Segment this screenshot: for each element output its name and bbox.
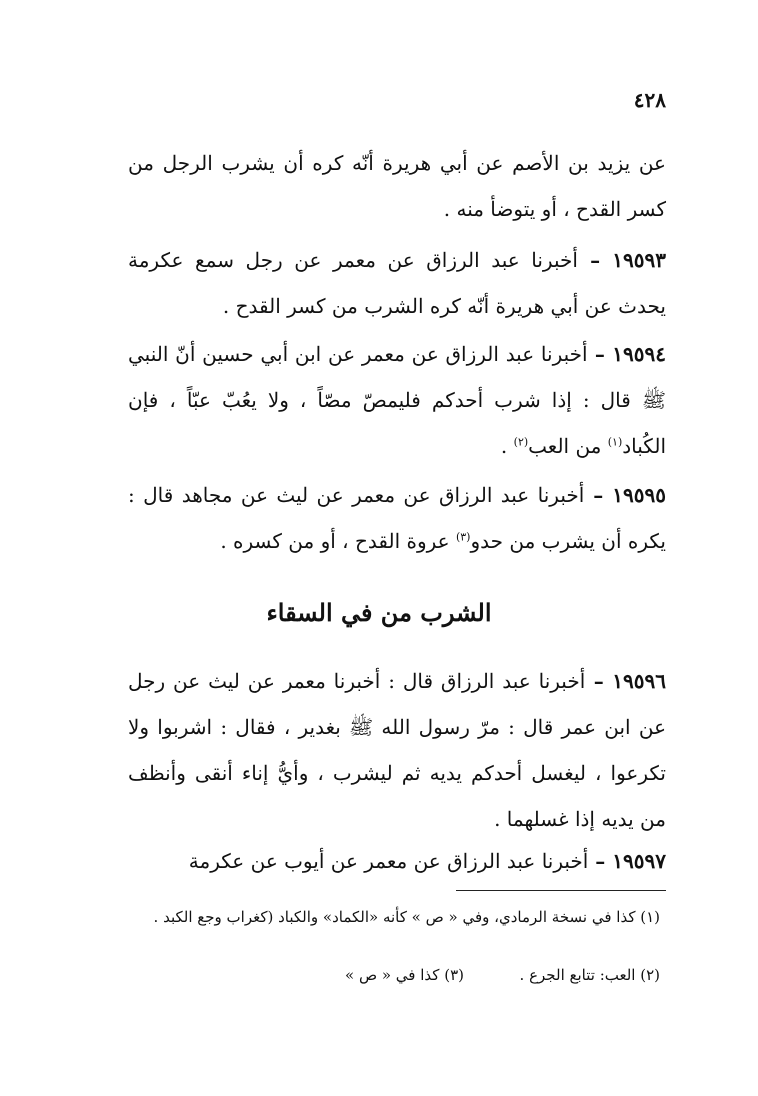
paragraph-continuation [128,140,666,232]
section-heading: الشرب من في السقاء [266,598,492,627]
hadith-19595 [128,472,666,564]
footnote-row [128,960,660,990]
entry-number: ١٩٥٩٧ – [588,849,666,873]
entry-number: ١٩٥٩٦ – [585,669,666,693]
footnote-1: (١) كذا في نسخة الرمادي، وفي « ص » كأنه «الكماد» والكباد (كغراب وجع الكبد . [153,908,660,926]
hadith-19596 [128,658,666,842]
hadith-19597 [128,838,666,884]
paragraph-text: من العب [528,434,608,458]
entry-number: ١٩٥٩٤ – [587,342,666,366]
hadith-19594 [128,331,666,469]
paragraph-text: أخبرنا عبد الرزاق عن معمر عن ابن أبي حسين أنّ النبي ﷺ قال : إذا شرب أحدكم فليمصّ مصّاً ، ولا يعُبّ عبّاً ، فإن الكُباد [128,342,666,458]
footnote-3: (٣) كذا في « ص » [345,966,464,984]
entry-number: ١٩٥٩٥ – [584,483,666,507]
footnote-2: (٢) العب: تتابع الجرع . [519,966,660,984]
paragraph-text: عروة القدح ، أو من كسره . [220,529,456,553]
page-number: ٤٢٨ [633,88,666,112]
footnote-divider [456,890,666,891]
paragraph-text: أخبرنا عبد الرزاق قال : أخبرنا معمر عن ليث عن رجل عن ابن عمر قال : مرّ رسول الله ﷺ بغدير ، فقال : اشربوا ولا تكرعوا ، ليغسل أحدكم يديه ثم ليشرب ، وأيُّ إناء أنقى وأنظف من يديه إذا غسلهما . [128,669,666,831]
footnote-ref-3: (٣) [455,530,471,544]
entry-number: ١٩٥٩٣ – [577,248,666,272]
paragraph-text: أخبرنا عبد الرزاق عن معمر عن أيوب عن عكرمة [188,849,589,873]
paragraph-text: عن يزيد بن الأصم عن أبي هريرة أنّه كره أن يشرب الرجل من كسر القدح ، أو يتوضأ منه . [128,151,666,221]
footnote-ref-1: (١) [607,435,623,449]
paragraph-text: أخبرنا عبد الرزاق عن معمر عن ليث عن مجاهد قال : يكره أن يشرب من حدو [128,483,666,553]
paragraph-text: أخبرنا عبد الرزاق عن معمر عن رجل سمع عكرمة يحدث عن أبي هريرة أنّه كره الشرب من كسر القدح . [128,248,666,318]
footnote-ref-2: (٢) [513,435,529,449]
paragraph-text: . [500,434,514,458]
hadith-19593 [128,237,666,329]
